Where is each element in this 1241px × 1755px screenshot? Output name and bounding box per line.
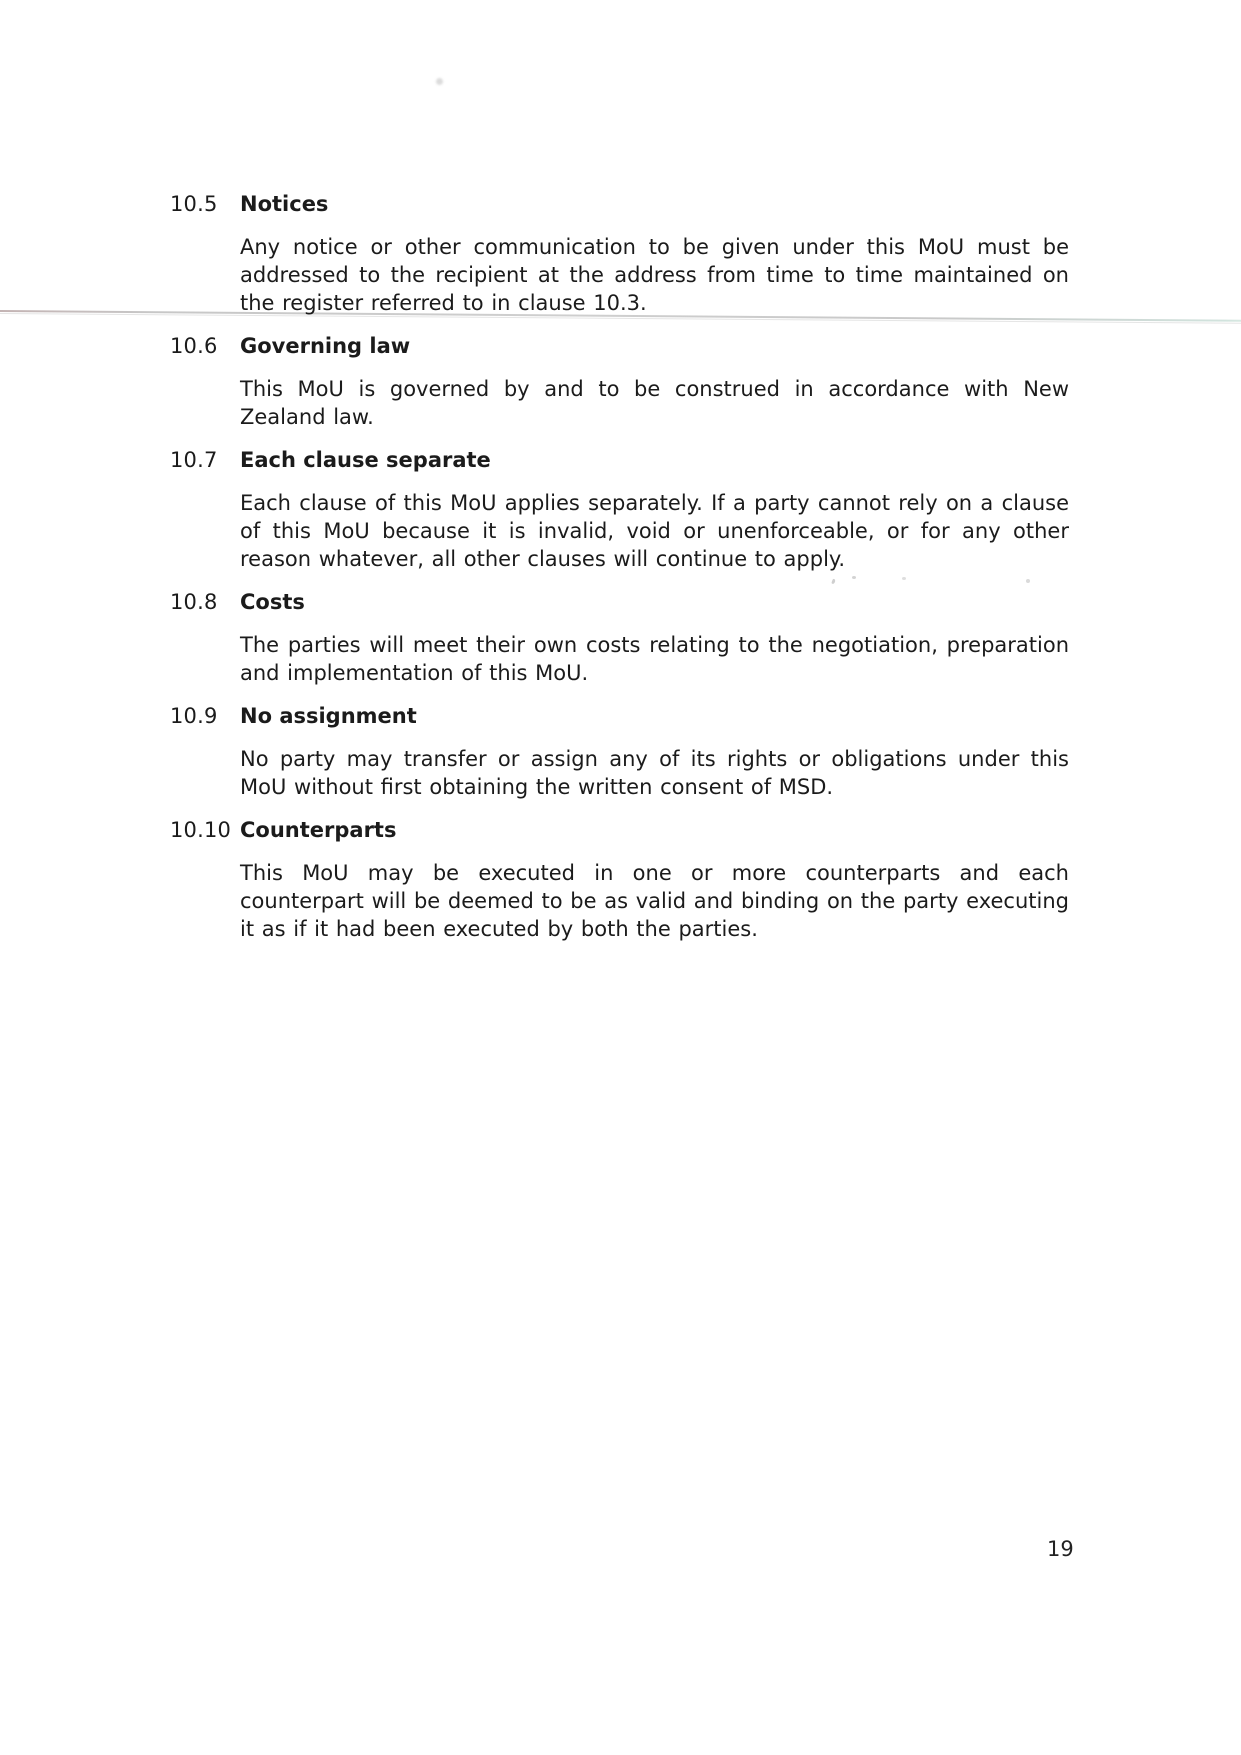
clause-10-10 (170, 816, 1069, 943)
clause-heading-row (170, 332, 1069, 360)
scan-speck (436, 78, 443, 85)
clause-title: No assignment (240, 704, 417, 728)
clause-10-8 (170, 588, 1069, 687)
clause-number: 10.5 (170, 192, 218, 216)
clause-number: 10.6 (170, 334, 218, 358)
clause-body-text: The parties will meet their own costs relating to the negotiation, preparation and implementation of this MoU. (240, 633, 1069, 685)
clause-body-text: Each clause of this MoU applies separately. If a party cannot rely on a clause of this MoU because it is invalid, void or unenforceable, or for any other reason whatever, all other clauses will continue to apply. (240, 491, 1069, 571)
clause-heading-row (170, 816, 1069, 844)
clause-body-text: No party may transfer or assign any of its rights or obligations under this MoU without first obtaining the written consent of MSD. (240, 747, 1069, 799)
clause-number: 10.8 (170, 590, 218, 614)
clause-heading-row (170, 588, 1069, 616)
clause-10-9 (170, 702, 1069, 801)
clauses-container (170, 190, 1069, 958)
clause-heading-row (170, 702, 1069, 730)
clause-10-5 (170, 190, 1069, 317)
clause-title: Counterparts (240, 818, 397, 842)
clause-body-text: This MoU may be executed in one or more counterparts and each counterpart will be deemed to be as valid and binding on the party executing it as if it had been executed by both the parties. (240, 861, 1069, 941)
clause-10-6 (170, 332, 1069, 431)
clause-heading-row (170, 190, 1069, 218)
clause-number: 10.7 (170, 448, 218, 472)
clause-10-7 (170, 446, 1069, 573)
clause-body-text: This MoU is governed by and to be construed in accordance with New Zealand law. (240, 377, 1069, 429)
clause-heading-row (170, 446, 1069, 474)
clause-number: 10.9 (170, 704, 218, 728)
clause-number: 10.10 (170, 818, 232, 842)
clause-title: Notices (240, 192, 329, 216)
clause-title: Governing law (240, 334, 411, 358)
page-number: 19 (1047, 1537, 1074, 1561)
clause-body-text: Any notice or other communication to be given under this MoU must be addressed to the recipient at the address from time to time maintained on the register referred to in clause 10.3. (240, 235, 1069, 315)
clause-title: Each clause separate (240, 448, 491, 472)
clause-title: Costs (240, 590, 305, 614)
